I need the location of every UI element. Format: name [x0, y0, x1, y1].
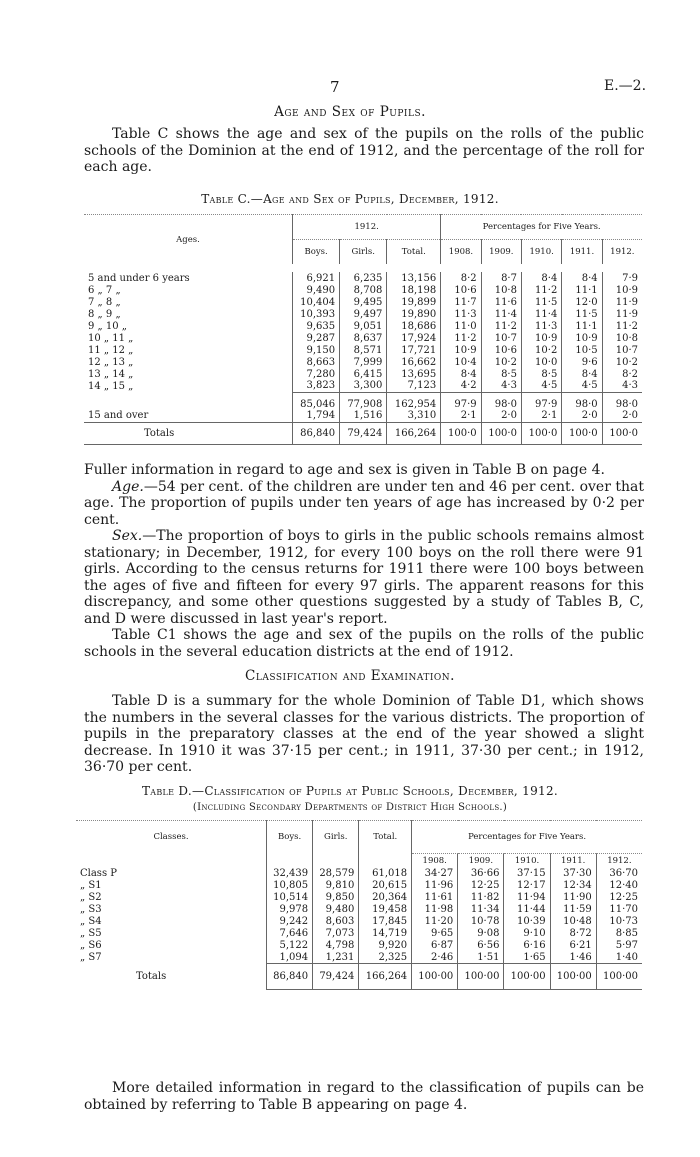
boys-value: 10,514 [267, 892, 313, 904]
pct-value: 6·21 [550, 940, 596, 952]
pct-value: 98·0 [481, 392, 521, 410]
pct-value: 8·4 [562, 272, 602, 284]
pct-value: 9·08 [458, 928, 504, 940]
pct-value: 5·97 [596, 940, 642, 952]
section-title-classification: Classification and Examination. [245, 668, 455, 684]
years-empty-label [76, 854, 267, 868]
girls-value: 1,516 [340, 410, 387, 422]
table-row [76, 868, 642, 880]
total-value: 18,686 [387, 320, 441, 332]
row-label: Totals [136, 971, 167, 982]
girls-value: 8,708 [340, 284, 387, 296]
pct-value: 36·66 [458, 868, 504, 880]
spacer-row [84, 264, 642, 272]
row-label: „ S4 [80, 916, 102, 927]
total-value: 17,924 [387, 332, 441, 344]
pct-value: 11·9 [602, 296, 642, 308]
pct-value: 10·8 [602, 332, 642, 344]
girls-value: 79,424 [313, 964, 359, 990]
boys-value: 10,393 [293, 308, 340, 320]
classification-paragraph: Table D is a summary for the whole Dominion of Table D1, which shows the numbers in the several classes for the various districts. The proportion of pupils in the preparatory classes at the end of the year showed a slight decrease. In 1910 it was 37·15 per cent.; in 1911, 37·30 per cent.; in 1912, 36·70 per cent. [84, 693, 644, 775]
pct-value: 11·0 [441, 320, 481, 332]
pct-value: 11·7 [441, 296, 481, 308]
pct-value: 11·20 [412, 916, 458, 928]
pct-year-label: 1912. [596, 854, 642, 868]
total-value: 13,695 [387, 368, 441, 380]
total-value: 7,123 [387, 380, 441, 392]
boys-value: 1,794 [293, 410, 340, 422]
page-number: 7 [330, 78, 340, 96]
total-value: 166,264 [387, 422, 441, 444]
total-value: 18,198 [387, 284, 441, 296]
pct-value: 4·2 [441, 380, 481, 392]
boys-value: 6,921 [293, 272, 340, 284]
age-paragraph [84, 479, 644, 529]
pct-value: 11·96 [412, 880, 458, 892]
girls-value: 3,300 [340, 380, 387, 392]
table-d-caption: Table D.—Classification of Pupils at Public Schools, December, 1912. [141, 784, 558, 798]
pct-value: 4·3 [481, 380, 521, 392]
pct-value: 11·1 [562, 320, 602, 332]
girls-value: 77,908 [340, 392, 387, 410]
boys-value: 85,046 [293, 392, 340, 410]
pct-value: 100·00 [550, 964, 596, 990]
boys-value: 86,840 [267, 964, 313, 990]
pct-value: 12·17 [504, 880, 550, 892]
pct-value: 8·2 [602, 368, 642, 380]
col-girls-header: Girls. [340, 240, 387, 265]
row-label: 10 „ 11 „ [88, 332, 134, 344]
boys-value: 5,122 [267, 940, 313, 952]
sex-text: —The proportion of boys to girls in the public schools remains almost stationary; in December, 1912, for every 100 boys on the roll there were 91 girls. According to the census returns for 1911 there were 100 boys between the ages of five and fifteen for every 97 girls. The apparent reasons for this discrepancy, and some other questions suggested by a study of Tables B, C, and D were discussed in last year's report. [84, 528, 644, 627]
pct-value: 6·16 [504, 940, 550, 952]
pct-value: 6·56 [458, 940, 504, 952]
totals-row [84, 422, 642, 444]
pct-value: 100·00 [504, 964, 550, 990]
row-label: 15 and over [88, 410, 149, 422]
girls-value: 4,798 [313, 940, 359, 952]
girls-value: 9,495 [340, 296, 387, 308]
pct-value: 100·00 [596, 964, 642, 990]
spacer-cell [84, 264, 642, 272]
sex-lead: Sex. [112, 528, 143, 544]
girls-value: 8,571 [340, 344, 387, 356]
pct-value: 9·6 [562, 356, 602, 368]
row-label: „ S5 [80, 928, 102, 939]
table-row [84, 296, 642, 308]
table-row [76, 904, 642, 916]
col-year-1910: 1910. [521, 240, 561, 265]
pct-value: 10·8 [481, 284, 521, 296]
years-empty-cell [267, 854, 313, 868]
pct-value: 4·5 [562, 380, 602, 392]
total-value: 19,458 [359, 904, 412, 916]
table-row [84, 308, 642, 320]
pct-value: 11·34 [458, 904, 504, 916]
boys-value: 3,823 [293, 380, 340, 392]
col-year-1909: 1909. [481, 240, 521, 265]
boys-value: 9,635 [293, 320, 340, 332]
total-value: 3,310 [387, 410, 441, 422]
col-boys-header: Boys. [293, 240, 340, 265]
pct-value: 11·5 [521, 296, 561, 308]
pct-value: 98·0 [562, 392, 602, 410]
pct-value: 11·94 [504, 892, 550, 904]
age-lead: Age. [112, 478, 144, 495]
row-label: 11 „ 12 „ [88, 344, 134, 356]
age-text: —54 per cent. of the children are under ten and 46 per cent. over that age. The proportion of pupils under ten years of age has increased by 0·2 per cent. [84, 478, 644, 528]
section1-intro [84, 126, 644, 176]
boys-value: 9,150 [293, 344, 340, 356]
pct-value: 2·0 [602, 410, 642, 422]
closing-text [84, 1080, 644, 1113]
pct-value: 4·5 [521, 380, 561, 392]
pct-value: 10·2 [602, 356, 642, 368]
pct-value: 1·46 [550, 952, 596, 964]
pct-value: 10·4 [441, 356, 481, 368]
pct-value: 2·46 [412, 952, 458, 964]
boys-value: 10,404 [293, 296, 340, 308]
total-value: 20,615 [359, 880, 412, 892]
pct-value: 10·9 [441, 344, 481, 356]
table-row [84, 284, 642, 296]
table-d-subcaption: (Including Secondary Departments of District High Schools.) [192, 802, 508, 813]
pct-value: 11·6 [481, 296, 521, 308]
section2-intro [84, 693, 644, 776]
boys-value: 86,840 [293, 422, 340, 444]
pct-value: 12·25 [458, 880, 504, 892]
pct-value: 9·10 [504, 928, 550, 940]
row-label: 13 „ 14 „ [88, 368, 134, 380]
boys-value: 10,805 [267, 880, 313, 892]
row-label: 9 „ 10 „ [88, 320, 127, 332]
boys-value: 9,242 [267, 916, 313, 928]
pct-value: 2·0 [481, 410, 521, 422]
pct-value: 11·4 [521, 308, 561, 320]
col-year-header: 1912. [293, 215, 441, 240]
pct-value: 100·0 [521, 422, 561, 444]
girls-value: 28,579 [313, 868, 359, 880]
pct-value: 12·40 [596, 880, 642, 892]
total-value: 14,719 [359, 928, 412, 940]
row-label: 14 „ 15 „ [88, 380, 134, 392]
pct-years-row [76, 854, 642, 868]
table-row [76, 880, 642, 892]
boys-value: 9,978 [267, 904, 313, 916]
pct-value: 2·1 [441, 410, 481, 422]
table-row [84, 320, 642, 332]
pct-value: 37·15 [504, 868, 550, 880]
pct-value: 8·72 [550, 928, 596, 940]
pct-value: 100·0 [441, 422, 481, 444]
pct-value: 10·78 [458, 916, 504, 928]
boys-value: 32,439 [267, 868, 313, 880]
table-row [84, 332, 642, 344]
row-label: 5 and under 6 years [88, 272, 190, 284]
over-15-row [84, 410, 642, 422]
row-label: „ S1 [80, 880, 102, 891]
pct-value: 10·6 [481, 344, 521, 356]
pct-value: 12·25 [596, 892, 642, 904]
pct-value: 7·9 [602, 272, 642, 284]
boys-value: 7,646 [267, 928, 313, 940]
pct-value: 97·9 [521, 392, 561, 410]
col-girls-header: Girls. [313, 821, 359, 854]
table-row [76, 892, 642, 904]
pct-year-label: 1911. [550, 854, 596, 868]
pct-value: 4·3 [602, 380, 642, 392]
fuller-info-paragraph: Fuller information in regard to age and sex is given in Table B on page 4. [84, 462, 605, 478]
total-value: 16,662 [387, 356, 441, 368]
pct-value: 10·48 [550, 916, 596, 928]
pct-value: 10·5 [562, 344, 602, 356]
pct-value: 8·2 [441, 272, 481, 284]
pct-value: 11·2 [481, 320, 521, 332]
pct-value: 11·2 [521, 284, 561, 296]
pct-value: 8·7 [481, 272, 521, 284]
boys-value: 1,094 [267, 952, 313, 964]
girls-value: 9,850 [313, 892, 359, 904]
pct-value: 11·61 [412, 892, 458, 904]
pct-value: 10·6 [441, 284, 481, 296]
total-value: 13,156 [387, 272, 441, 284]
pct-value: 10·7 [602, 344, 642, 356]
pct-value: 12·0 [562, 296, 602, 308]
table-d [76, 820, 642, 990]
pct-value: 2·0 [562, 410, 602, 422]
col-classes-header: Classes. [153, 832, 189, 843]
pct-value: 8·4 [441, 368, 481, 380]
pct-value: 11·3 [441, 308, 481, 320]
col-total-header: Total. [359, 821, 412, 854]
total-value: 9,920 [359, 940, 412, 952]
pct-value: 12·34 [550, 880, 596, 892]
col-year-1908: 1908. [441, 240, 481, 265]
total-value: 162,954 [387, 392, 441, 410]
pct-value: 8·4 [521, 272, 561, 284]
pct-value: 11·82 [458, 892, 504, 904]
pct-value: 11·1 [562, 284, 602, 296]
pct-value: 10·2 [481, 356, 521, 368]
table-c-caption: Table C.—Age and Sex of Pupils, December, 1912. [201, 192, 499, 206]
table-row [84, 356, 642, 368]
row-label: Class P [80, 868, 117, 879]
row-label: 7 „ 8 „ [88, 296, 121, 308]
total-value: 166,264 [359, 964, 412, 990]
pct-value: 100·0 [562, 422, 602, 444]
boys-value: 9,490 [293, 284, 340, 296]
row-label: 8 „ 9 „ [88, 308, 121, 320]
table-c [84, 214, 642, 445]
closing-paragraph: More detailed information in regard to the classification of pupils can be obtained by referring to Table B appearing on page 4. [84, 1080, 644, 1113]
col-pct-header: Percentages for Five Years. [412, 821, 642, 854]
row-label: 12 „ 13 „ [88, 356, 134, 368]
pct-value: 1·51 [458, 952, 504, 964]
pct-value: 11·2 [441, 332, 481, 344]
document-code: E.—2. [604, 78, 647, 94]
total-value: 61,018 [359, 868, 412, 880]
pct-value: 11·5 [562, 308, 602, 320]
girls-value: 79,424 [340, 422, 387, 444]
pct-year-label: 1910. [504, 854, 550, 868]
pct-value: 8·85 [596, 928, 642, 940]
girls-value: 9,480 [313, 904, 359, 916]
pct-year-label: 1908. [412, 854, 458, 868]
pct-value: 11·9 [602, 308, 642, 320]
pct-value: 10·9 [602, 284, 642, 296]
pct-value: 97·9 [441, 392, 481, 410]
pct-value: 10·73 [596, 916, 642, 928]
pct-value: 11·70 [596, 904, 642, 916]
pct-value: 11·2 [602, 320, 642, 332]
col-ages-header: Ages. [176, 234, 200, 245]
years-empty-cell [359, 854, 412, 868]
pct-value: 11·59 [550, 904, 596, 916]
girls-value: 9,051 [340, 320, 387, 332]
pct-value: 36·70 [596, 868, 642, 880]
section-title-age-sex: Age and Sex of Pupils. [274, 104, 426, 120]
col-pct-header: Percentages for Five Years. [441, 215, 642, 240]
pct-value: 100·00 [458, 964, 504, 990]
after-table-c-text [84, 462, 644, 660]
pct-value: 8·5 [481, 368, 521, 380]
intro-paragraph: Table C shows the age and sex of the pupils on the rolls of the public schools of the Dominion at the end of 1912, and the percentage of the roll for each age. [84, 126, 644, 175]
pct-value: 34·27 [412, 868, 458, 880]
pct-value: 100·00 [412, 964, 458, 990]
pct-value: 10·9 [562, 332, 602, 344]
total-value: 17,845 [359, 916, 412, 928]
col-total-header: Total. [387, 240, 441, 265]
row-label: 6 „ 7 „ [88, 284, 121, 296]
pct-value: 1·40 [596, 952, 642, 964]
row-label: Totals [84, 422, 293, 444]
boys-value: 9,287 [293, 332, 340, 344]
pct-value: 9·65 [412, 928, 458, 940]
pct-value: 8·4 [562, 368, 602, 380]
table-row [76, 952, 642, 964]
pct-value: 8·5 [521, 368, 561, 380]
pct-value: 10·0 [521, 356, 561, 368]
girls-value: 1,231 [313, 952, 359, 964]
table-row [76, 916, 642, 928]
boys-value: 7,280 [293, 368, 340, 380]
col-year-1911: 1911. [562, 240, 602, 265]
pct-value: 37·30 [550, 868, 596, 880]
girls-value: 7,999 [340, 356, 387, 368]
table-c1-paragraph: Table C1 shows the age and sex of the pupils on the rolls of the public schools in the several education districts at the end of 1912. [84, 627, 644, 660]
pct-value: 1·65 [504, 952, 550, 964]
pct-value: 11·98 [412, 904, 458, 916]
row-label: „ S3 [80, 904, 102, 915]
pct-value: 11·4 [481, 308, 521, 320]
girls-value: 8,637 [340, 332, 387, 344]
pct-year-label: 1909. [458, 854, 504, 868]
row-label-empty [84, 392, 293, 410]
sex-paragraph [84, 528, 644, 627]
total-value: 20,364 [359, 892, 412, 904]
girls-value: 9,497 [340, 308, 387, 320]
col-year-1912: 1912. [602, 240, 642, 265]
totals-row [76, 964, 642, 990]
row-label: „ S6 [80, 940, 102, 951]
table-row [84, 344, 642, 356]
subtotal-row [84, 392, 642, 410]
pct-value: 11·90 [550, 892, 596, 904]
years-empty-cell [313, 854, 359, 868]
girls-value: 6,235 [340, 272, 387, 284]
pct-value: 10·39 [504, 916, 550, 928]
pct-value: 100·0 [602, 422, 642, 444]
girls-value: 8,603 [313, 916, 359, 928]
pct-value: 10·9 [521, 332, 561, 344]
table-row [84, 368, 642, 380]
total-value: 19,899 [387, 296, 441, 308]
table-row [84, 272, 642, 284]
pct-value: 10·7 [481, 332, 521, 344]
pct-value: 10·2 [521, 344, 561, 356]
girls-value: 9,810 [313, 880, 359, 892]
col-boys-header: Boys. [267, 821, 313, 854]
total-value: 2,325 [359, 952, 412, 964]
table-row [76, 940, 642, 952]
row-label: „ S7 [80, 952, 102, 963]
girls-value: 6,415 [340, 368, 387, 380]
total-value: 19,890 [387, 308, 441, 320]
girls-value: 7,073 [313, 928, 359, 940]
pct-value: 100·0 [481, 422, 521, 444]
total-value: 17,721 [387, 344, 441, 356]
pct-value: 11·44 [504, 904, 550, 916]
boys-value: 8,663 [293, 356, 340, 368]
pct-value: 2·1 [521, 410, 561, 422]
table-row [76, 928, 642, 940]
row-label: „ S2 [80, 892, 102, 903]
pct-value: 11·3 [521, 320, 561, 332]
table-row [84, 380, 642, 392]
pct-value: 98·0 [602, 392, 642, 410]
pct-value: 6·87 [412, 940, 458, 952]
